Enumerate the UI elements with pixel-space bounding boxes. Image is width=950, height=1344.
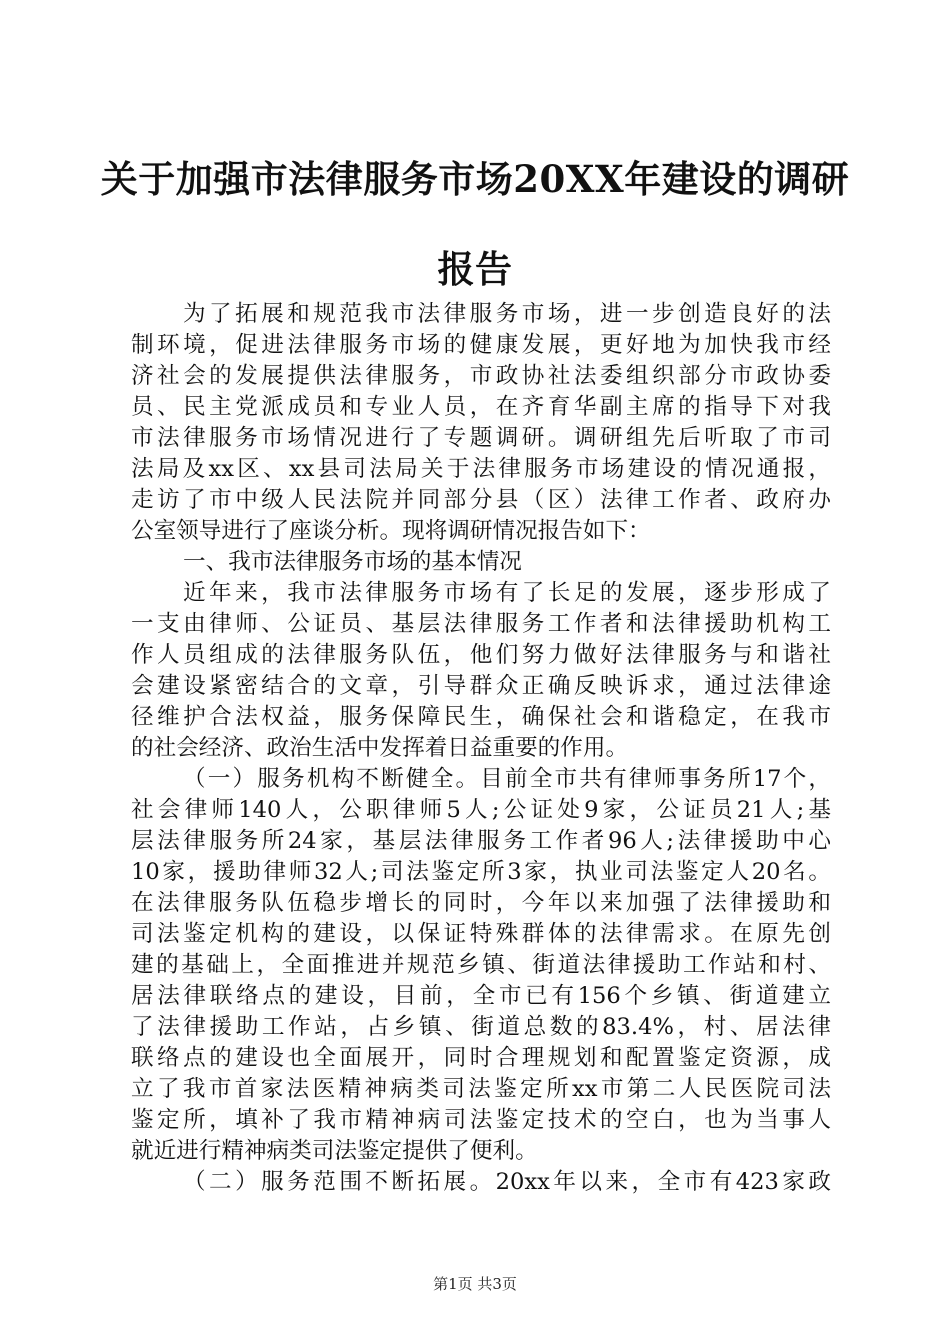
document-title-line-1: 关于加强市法律服务市场20XX年建设的调研 [100,157,850,201]
body-line: 的社会经济、政治生活中发挥着日益重要的作用。 [131,735,629,761]
body-line: 公室领导进行了座谈分析。现将调研情况报告如下： [131,518,651,544]
body-line: 走访了市中级人民法院并同部分县（区）法律工作者、政府办 [131,487,831,513]
body-line: 就近进行精神病类司法鉴定提供了便利。 [131,1138,538,1164]
section-heading: 一、我市法律服务市场的基本情况 [183,549,522,575]
body-line: 员、民主党派成员和专业人员，在齐育华副主席的指导下对我 [131,394,831,420]
body-line: 社会律师140人，公职律师5人;公证处9家，公证员21人;基 [131,797,831,823]
body-line: 市法律服务市场情况进行了专题调研。调研组先后听取了市司 [131,425,831,451]
body-line: 了法律援助工作站，占乡镇、街道总数的83.4%，村、居法律 [131,1014,831,1040]
body-line: 联络点的建设也全面展开，同时合理规划和配置鉴定资源，成 [131,1045,831,1071]
body-line: 立了我市首家法医精神病类司法鉴定所xx市第二人民医院司法 [131,1076,831,1102]
body-line: 近年来，我市法律服务市场有了长足的发展，逐步形成了 [183,580,831,606]
body-line: （二）服务范围不断拓展。20xx年以来，全市有423家政 [183,1169,831,1195]
body-line: 建的基础上，全面推进并规范乡镇、街道法律援助工作站和村、 [131,952,831,978]
body-line: 济社会的发展提供法律服务，市政协社法委组织部分市政协委 [131,363,831,389]
body-line: 鉴定所，填补了我市精神病司法鉴定技术的空白，也为当事人 [131,1107,831,1133]
body-line: 制环境，促进法律服务市场的健康发展，更好地为加快我市经 [131,332,831,358]
body-line: 一支由律师、公证员、基层法律服务工作者和法律援助机构工 [131,611,831,637]
body-line: 在法律服务队伍稳步增长的同时，今年以来加强了法律援助和 [131,890,831,916]
body-line: 径维护合法权益，服务保障民生，确保社会和谐稳定，在我市 [131,704,831,730]
body-line: 法局及xx区、xx县司法局关于法律服务市场建设的情况通报， [131,456,831,482]
document-title-line-2: 报告 [437,247,513,291]
body-line: 10家，援助律师32人;司法鉴定所3家，执业司法鉴定人20名。 [131,859,831,885]
body-line: （一）服务机构不断健全。目前全市共有律师事务所17个， [183,766,831,792]
body-line: 为了拓展和规范我市法律服务市场，进一步创造良好的法 [183,301,831,327]
body-line: 居法律联络点的建设，目前，全市已有156个乡镇、街道建立 [131,983,831,1009]
page-footer: 第1页 共3页 [433,1275,517,1293]
document-body [131,299,831,1198]
body-line: 层法律服务所24家，基层法律服务工作者96人;法律援助中心 [131,828,831,854]
body-line: 作人员组成的法律服务队伍，他们努力做好法律服务与和谐社 [131,642,831,668]
body-line: 会建设紧密结合的文章，引导群众正确反映诉求，通过法律途 [131,673,831,699]
body-line: 司法鉴定机构的建设，以保证特殊群体的法律需求。在原先创 [131,921,831,947]
